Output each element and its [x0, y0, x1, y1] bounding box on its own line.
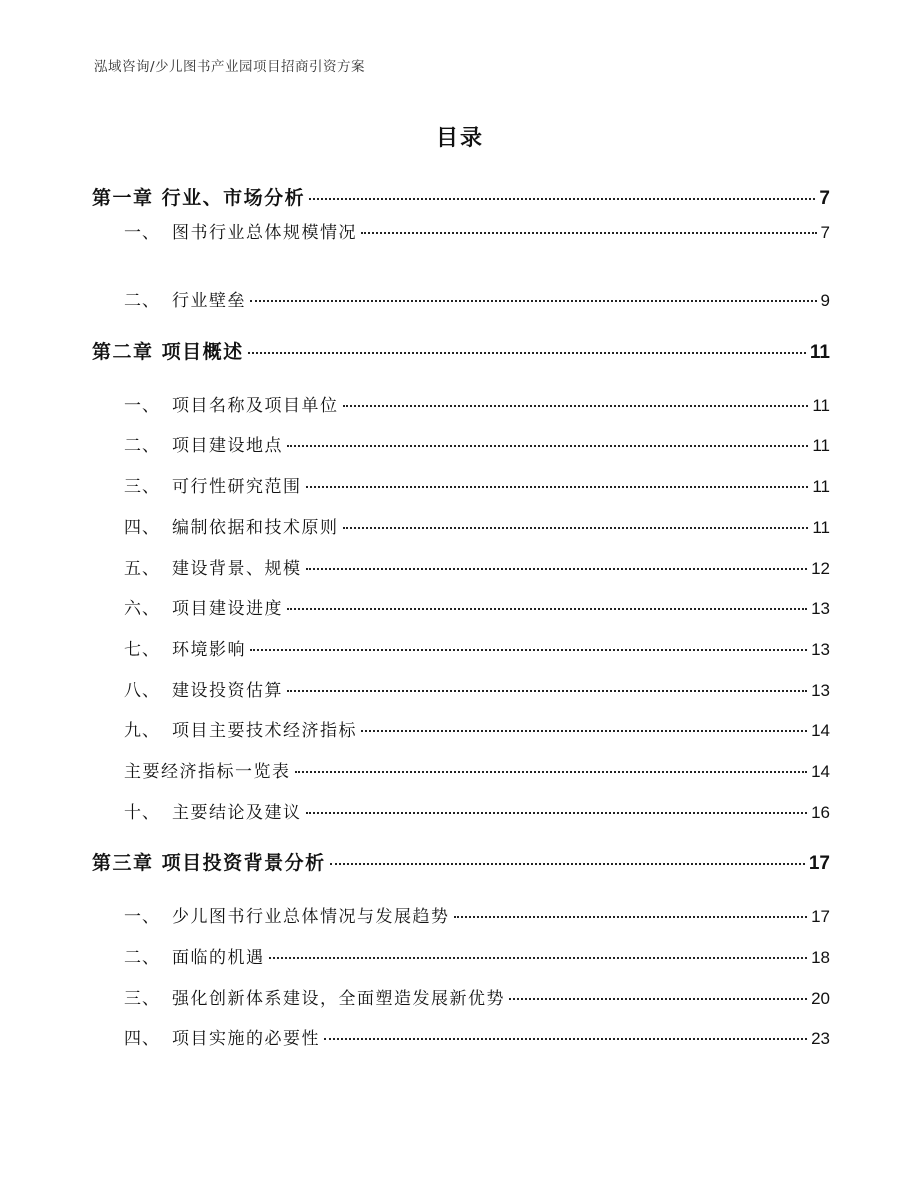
toc-section-entry[interactable] [124, 716, 830, 740]
toc-entry-text: 建设投资估算 [172, 681, 283, 701]
toc-section-entry[interactable] [124, 472, 830, 496]
toc-section-entry[interactable] [124, 1024, 830, 1048]
toc-entry-text: 主要结论及建议 [172, 803, 302, 823]
toc-entry-label [124, 472, 302, 497]
toc-dot-leader [343, 405, 809, 407]
toc-entry-text: 建设背景、规模 [172, 559, 302, 579]
toc-entry-label [124, 902, 450, 927]
toc-page-number: 13 [811, 681, 830, 700]
toc-entry-label [124, 218, 357, 243]
toc-page-number: 11 [812, 477, 830, 496]
toc-entry-label [124, 943, 265, 968]
toc-entry-label [124, 676, 283, 701]
toc-page-number: 17 [811, 907, 830, 926]
toc-page-number: 11 [812, 518, 830, 537]
toc-page-number: 11 [812, 436, 830, 455]
toc-dot-leader [324, 1038, 807, 1040]
toc-page-number: 17 [808, 853, 830, 874]
toc-chapter-entry[interactable] [92, 848, 830, 874]
toc-entry-text: 主要经济指标一览表 [124, 762, 291, 782]
toc-entry-number: 四、 [124, 518, 160, 538]
toc-dot-leader [269, 957, 808, 959]
toc-section-entry[interactable] [124, 635, 830, 659]
toc-entry-label [124, 594, 283, 619]
toc-entry-number: 六、 [124, 599, 160, 619]
toc-entry-number: 一、 [124, 223, 160, 243]
toc-entry-number: 二、 [124, 948, 160, 968]
toc-dot-leader [287, 690, 807, 692]
toc-entry-text: 项目名称及项目单位 [172, 396, 339, 416]
toc-section-entry[interactable] [124, 902, 830, 926]
toc-page-number: 13 [811, 640, 830, 659]
toc-entry-text: 少儿图书行业总体情况与发展趋势 [172, 907, 450, 927]
toc-page-number: 13 [811, 599, 830, 618]
toc-entry-text: 强化创新体系建设，全面塑造发展新优势 [172, 989, 505, 1009]
toc-dot-leader [454, 916, 808, 918]
toc-entry-text: 项目主要技术经济指标 [172, 721, 357, 741]
toc-dot-leader [306, 568, 808, 570]
toc-page-number: 18 [811, 948, 830, 967]
toc-entry-label [124, 554, 302, 579]
toc-dot-leader [287, 445, 808, 447]
toc-section-entry[interactable] [124, 984, 830, 1008]
toc-entry-text: 面临的机遇 [172, 948, 265, 968]
toc-entry-number: 二、 [124, 291, 160, 311]
toc-page-number: 11 [809, 342, 830, 363]
toc-entry-label [124, 391, 339, 416]
toc-entry-label [92, 183, 305, 210]
toc-dot-leader [309, 198, 815, 200]
toc-section-entry[interactable] [124, 218, 830, 242]
toc-dot-leader [330, 863, 805, 865]
toc-page-number: 12 [811, 559, 830, 578]
toc-dot-leader [361, 730, 807, 732]
toc-entry-number: 三、 [124, 477, 160, 497]
toc-entry-label [124, 635, 246, 660]
toc-entry-text: 行业壁垒 [172, 291, 246, 311]
toc-entry-text: 项目建设进度 [172, 599, 283, 619]
toc-entry-number: 一、 [124, 907, 160, 927]
toc-page-number: 7 [819, 188, 830, 209]
toc-dot-leader [343, 527, 809, 529]
toc-entry-number: 七、 [124, 640, 160, 660]
toc-entry-number: 九、 [124, 721, 160, 741]
toc-page-number: 14 [811, 762, 830, 781]
toc-dot-leader [287, 608, 807, 610]
toc-entry-text: 第二章 项目概述 [92, 341, 244, 363]
toc-entry-label [124, 757, 291, 782]
toc-page-number: 14 [811, 721, 830, 740]
toc-entry-text: 环境影响 [172, 640, 246, 660]
toc-section-entry[interactable] [124, 391, 830, 415]
toc-page-number: 7 [820, 223, 830, 242]
toc-section-entry[interactable] [124, 943, 830, 967]
toc-entry-label [124, 431, 283, 456]
toc-dot-leader [361, 232, 817, 234]
toc-dot-leader [248, 352, 806, 354]
toc-entry-text: 编制依据和技术原则 [172, 518, 339, 538]
toc-chapter-entry[interactable] [92, 337, 830, 363]
toc-dot-leader [250, 649, 807, 651]
toc-page-number: 9 [820, 291, 830, 310]
toc-dot-leader [295, 771, 808, 773]
toc-entry-text: 第三章 项目投资背景分析 [92, 852, 326, 874]
toc-entry-label [92, 337, 244, 364]
toc-entry-label [124, 1024, 320, 1049]
toc-dot-leader [306, 486, 809, 488]
toc-entry-text: 项目实施的必要性 [172, 1029, 320, 1049]
toc-entry-number: 五、 [124, 559, 160, 579]
toc-entry-label [92, 848, 326, 875]
toc-chapter-entry[interactable] [92, 183, 830, 209]
toc-section-entry[interactable] [124, 513, 830, 537]
toc-entry-text: 第一章 行业、市场分析 [92, 187, 306, 209]
toc-section-entry[interactable] [124, 594, 830, 618]
toc-entry-label [124, 716, 357, 741]
page-title: 目录 [435, 126, 484, 151]
toc-entry-number: 三、 [124, 989, 160, 1009]
toc-page-number: 16 [811, 803, 830, 822]
toc-entry-label [124, 798, 302, 823]
toc-entry-number: 四、 [124, 1029, 160, 1049]
page-header: 泓域咨询/少儿图书产业园项目招商引资方案 [94, 59, 366, 75]
toc-entry-text: 可行性研究范围 [172, 477, 302, 497]
toc-entry-number: 一、 [124, 396, 160, 416]
toc-dot-leader [250, 300, 817, 302]
toc-entry-number: 十、 [124, 803, 160, 823]
toc-section-entry[interactable] [124, 431, 830, 455]
toc-section-entry[interactable] [124, 798, 830, 822]
toc-page-number: 11 [812, 396, 830, 415]
toc-section-entry[interactable] [124, 676, 830, 700]
toc-page-number: 20 [811, 989, 830, 1008]
toc-dot-leader [306, 812, 808, 814]
toc-entry-label [124, 984, 505, 1009]
toc-entry-number: 八、 [124, 681, 160, 701]
toc-entry-text: 项目建设地点 [172, 436, 283, 456]
toc-entry-label [124, 513, 339, 538]
toc-entry-number: 二、 [124, 436, 160, 456]
toc-entry-label [124, 286, 246, 311]
toc-dot-leader [509, 998, 807, 1000]
toc-page-number: 23 [811, 1029, 830, 1048]
toc-entry-text: 图书行业总体规模情况 [172, 223, 357, 243]
toc-section-entry[interactable] [124, 286, 830, 310]
toc-section-entry[interactable] [124, 554, 830, 578]
toc-section-entry[interactable] [124, 757, 830, 781]
